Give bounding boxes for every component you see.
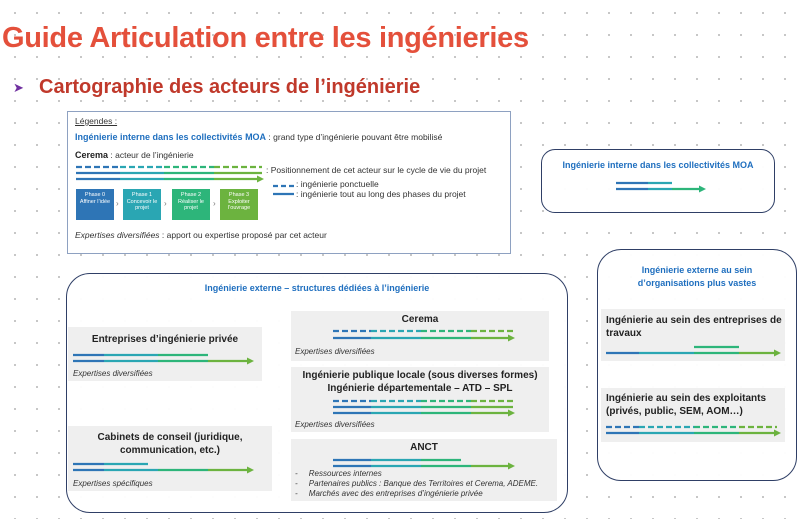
legend-box bbox=[67, 111, 511, 254]
anct-item-text: Partenaires publics : Banque des Territoires et Cerema, ADEME. bbox=[308, 479, 539, 488]
legend-cerema-label: Cerema bbox=[75, 150, 109, 160]
travaux-card bbox=[601, 309, 785, 361]
cerema-card bbox=[291, 311, 549, 361]
phase-0-name: Phase 0 bbox=[84, 192, 106, 198]
phase-3-text: Exploiter l’ouvrage bbox=[227, 198, 251, 211]
entreprises-card bbox=[68, 327, 262, 381]
phase-3-name: Phase 3 bbox=[228, 192, 250, 198]
legend-cerema-desc: : acteur de l’ingénierie bbox=[108, 150, 194, 160]
exploitants-title-2: (privés, public, SEM, AOM…) bbox=[606, 406, 743, 417]
travaux-title-2: travaux bbox=[606, 328, 642, 339]
cabinets-title-1: Cabinets de conseil (juridique, bbox=[97, 432, 243, 443]
cerema-expertise: Expertises diversifiées bbox=[295, 347, 375, 356]
cabinets-title-2: communication, etc.) bbox=[119, 445, 220, 456]
phase-arrow-icon: › bbox=[164, 199, 167, 208]
publique-expertise: Expertises diversifiées bbox=[295, 420, 375, 429]
cabinets-expertise: Expertises spécifiques bbox=[73, 479, 153, 488]
phase-1-name: Phase 1 bbox=[131, 192, 153, 198]
cerema-title: Cerema bbox=[401, 314, 439, 325]
phase-1-text: Concevoir le projet bbox=[126, 198, 158, 211]
legend-expertises-desc: : apport ou expertise proposé par cet acteur bbox=[159, 230, 327, 240]
phase-arrow-icon: › bbox=[116, 199, 119, 208]
anct-title: ANCT bbox=[410, 442, 438, 453]
anct-item-text: Marchés avec des entreprises d’ingénierie privée bbox=[308, 489, 483, 498]
page-subtitle: Cartographie des acteurs de l’ingénierie bbox=[39, 76, 421, 98]
interne-moa-title: Ingénierie interne dans les collectivités MOA bbox=[562, 160, 754, 170]
phase-0-box bbox=[76, 189, 114, 220]
legend-moa-desc: : grand type d’ingénierie pouvant être mobilisé bbox=[266, 132, 443, 142]
phase-2-text: Réaliser le projet bbox=[178, 198, 204, 211]
orgs-box bbox=[597, 249, 797, 481]
legend-position-desc: : Positionnement de cet acteur sur le cycle de vie du projet bbox=[266, 165, 487, 175]
publique-title-2: Ingénierie départementale – ATD – SPL bbox=[327, 383, 513, 394]
cabinets-card bbox=[68, 426, 272, 491]
publique-title-1: Ingénierie publique locale (sous diverses formes) bbox=[302, 370, 538, 381]
travaux-title-1: Ingénierie au sein des entreprises de bbox=[606, 315, 782, 326]
legend-expertises-row bbox=[75, 230, 327, 240]
page-title: Guide Articulation entre les ingénieries bbox=[2, 22, 529, 54]
phase-0-text: Affiner l’idée bbox=[79, 198, 111, 205]
externe-title: Ingénierie externe – structures dédiées à l’ingénierie bbox=[204, 283, 430, 293]
exploitants-lines bbox=[601, 388, 785, 442]
legend-ponctuelle-desc: : ingénierie ponctuelle bbox=[296, 179, 379, 189]
anct-item: - Partenaires publics : Banque des Territoires et Cerema, ADEME. bbox=[295, 479, 539, 488]
interne-moa-box bbox=[541, 149, 775, 213]
exploitants-title-1: Ingénierie au sein des exploitants bbox=[606, 393, 767, 404]
legend-long-desc: : ingénierie tout au long des phases du projet bbox=[296, 189, 466, 199]
entreprises-title: Entreprises d’ingénierie privée bbox=[91, 334, 239, 345]
interne-moa-lines bbox=[542, 150, 776, 214]
publique-card bbox=[291, 367, 549, 432]
bullet-arrow-icon: ➤ bbox=[13, 80, 24, 95]
anct-item-text: Ressources internes bbox=[308, 469, 382, 478]
entreprises-expertise: Expertises diversifiées bbox=[73, 369, 153, 378]
legend-expertises-label: Expertises diversifiées bbox=[75, 230, 160, 240]
phase-2-name: Phase 2 bbox=[180, 192, 202, 198]
anct-item: - Marchés avec des entreprises d’ingénierie privée bbox=[295, 489, 483, 498]
legend-moa-label: Ingénierie interne dans les collectivités MOA bbox=[75, 132, 267, 142]
phase-1-box bbox=[123, 189, 161, 220]
phase-2-box bbox=[172, 189, 210, 220]
orgs-title-1: Ingénierie externe au sein bbox=[641, 265, 753, 275]
legend-heading: Légendes : bbox=[75, 116, 118, 126]
anct-item: - Ressources internes bbox=[295, 469, 382, 478]
phase-3-box bbox=[220, 189, 258, 220]
phase-arrow-icon: › bbox=[213, 199, 216, 208]
orgs-title-2: d’organisations plus vastes bbox=[637, 278, 757, 288]
travaux-lines bbox=[601, 309, 785, 361]
exploitants-card bbox=[601, 388, 785, 442]
anct-card bbox=[291, 439, 557, 501]
